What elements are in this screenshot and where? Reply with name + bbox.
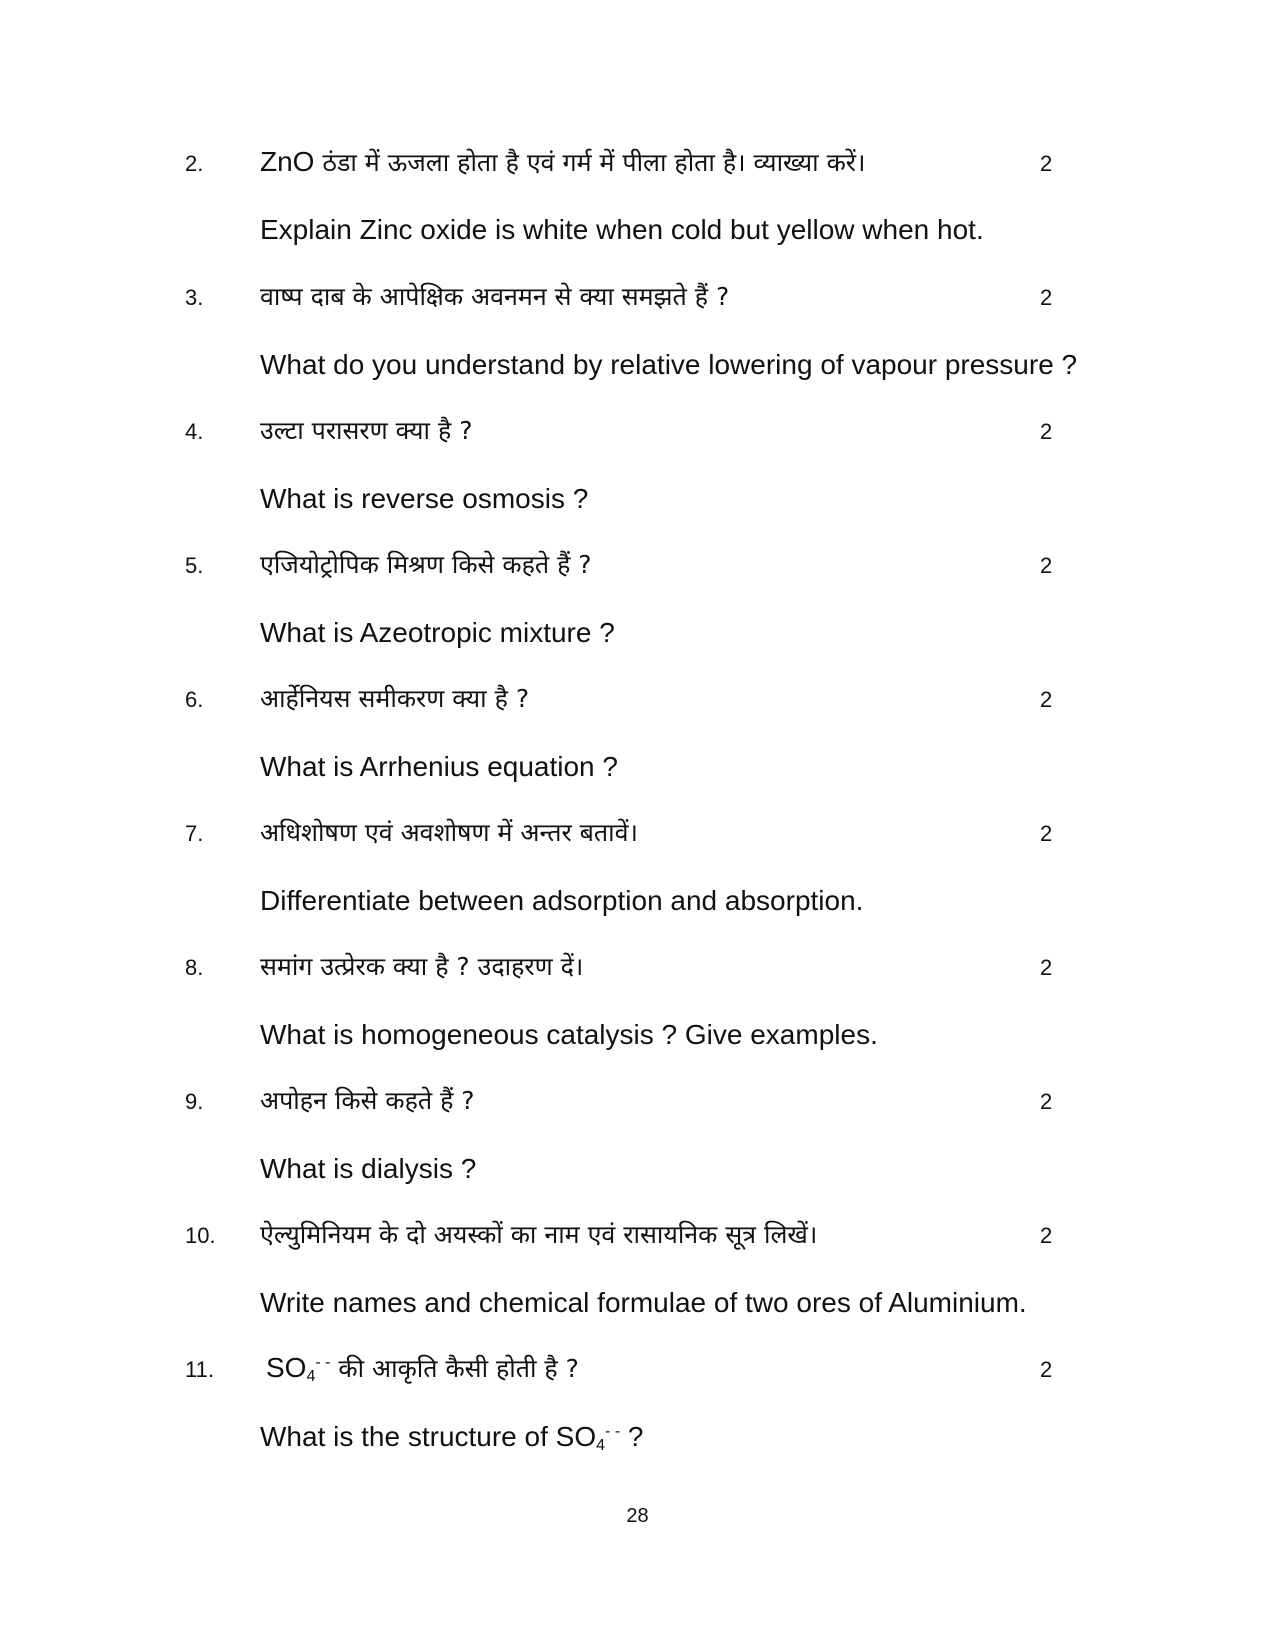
question-number: 7. bbox=[185, 821, 204, 846]
question-hindi: समांग उत्प्रेरक क्या है ? उदाहरण दें। bbox=[260, 952, 584, 981]
question-hindi: एजियोट्रोपिक मिश्रण किसे कहते हैं ? bbox=[260, 550, 592, 579]
question-english: What is reverse osmosis ? bbox=[260, 483, 589, 514]
question-marks: 2 bbox=[1040, 1223, 1053, 1248]
question-english: What is the structure of $SO_4^{- -}$ ? bbox=[260, 1421, 644, 1454]
question-english: Write names and chemical formulae of two ores of Aluminium. bbox=[260, 1287, 1027, 1318]
sulfate-formula: $SO_4^{- -}$ bbox=[555, 1421, 621, 1454]
question-marks: 2 bbox=[1040, 151, 1053, 176]
question-hindi-text: की आकृति कैसी होती है ? bbox=[330, 1354, 579, 1383]
question-english: What is Arrhenius equation ? bbox=[260, 751, 618, 782]
question-english: What is homogeneous catalysis ? Give examples. bbox=[260, 1019, 878, 1050]
question-english: Explain Zinc oxide is white when cold but yellow when hot. bbox=[260, 214, 984, 245]
question-marks: 2 bbox=[1040, 955, 1053, 980]
question-english: What is dialysis ? bbox=[260, 1153, 477, 1184]
question-marks: 2 bbox=[1040, 1089, 1053, 1114]
question-number: 11. bbox=[185, 1357, 214, 1382]
question-hindi: उल्टा परासरण क्या है ? bbox=[260, 416, 473, 445]
question-number: 5. bbox=[185, 553, 204, 578]
question-marks: 2 bbox=[1040, 553, 1053, 578]
question-number: 9. bbox=[185, 1089, 204, 1114]
question-english: What do you understand by relative lowering of vapour pressure ? bbox=[260, 349, 1078, 380]
question-number: 8. bbox=[185, 955, 204, 980]
question-number: 3. bbox=[185, 285, 204, 310]
question-hindi: अधिशोषण एवं अवशोषण में अन्तर बतावें। bbox=[260, 818, 639, 847]
sulfate-formula: $SO_4^{- -}$ bbox=[266, 1352, 331, 1385]
question-formula: ZnO bbox=[260, 146, 315, 177]
question-hindi: अपोहन किसे कहते हैं ? bbox=[260, 1086, 475, 1115]
question-marks: 2 bbox=[1040, 419, 1053, 444]
question-hindi: वाष्प दाब के आपेक्षिक अवनमन से क्या समझते हैं ? bbox=[260, 282, 730, 311]
question-hindi: ऐल्युमिनियम के दो अयस्कों का नाम एवं रासायनिक सूत्र लिखें। bbox=[260, 1220, 818, 1249]
question-number: 4. bbox=[185, 419, 204, 444]
page-number: 28 bbox=[626, 1505, 649, 1527]
question-hindi-text: ठंडा में ऊजला होता है एवं गर्म में पीला होता है। व्याख्या करें। bbox=[314, 148, 866, 177]
question-hindi: आर्हेनियस समीकरण क्या है ? bbox=[260, 684, 530, 713]
question-english: Differentiate between adsorption and absorption. bbox=[260, 885, 864, 916]
question-number: 10. bbox=[185, 1223, 216, 1248]
question-english: What is Azeotropic mixture ? bbox=[260, 617, 615, 648]
question-number: 2. bbox=[185, 151, 204, 176]
question-number: 6. bbox=[185, 687, 204, 712]
question-marks: 2 bbox=[1040, 821, 1053, 846]
question-marks: 2 bbox=[1040, 1357, 1053, 1382]
question-marks: 2 bbox=[1040, 687, 1053, 712]
question-hindi bbox=[260, 145, 866, 179]
question-marks: 2 bbox=[1040, 285, 1053, 310]
question-hindi bbox=[266, 1351, 579, 1386]
